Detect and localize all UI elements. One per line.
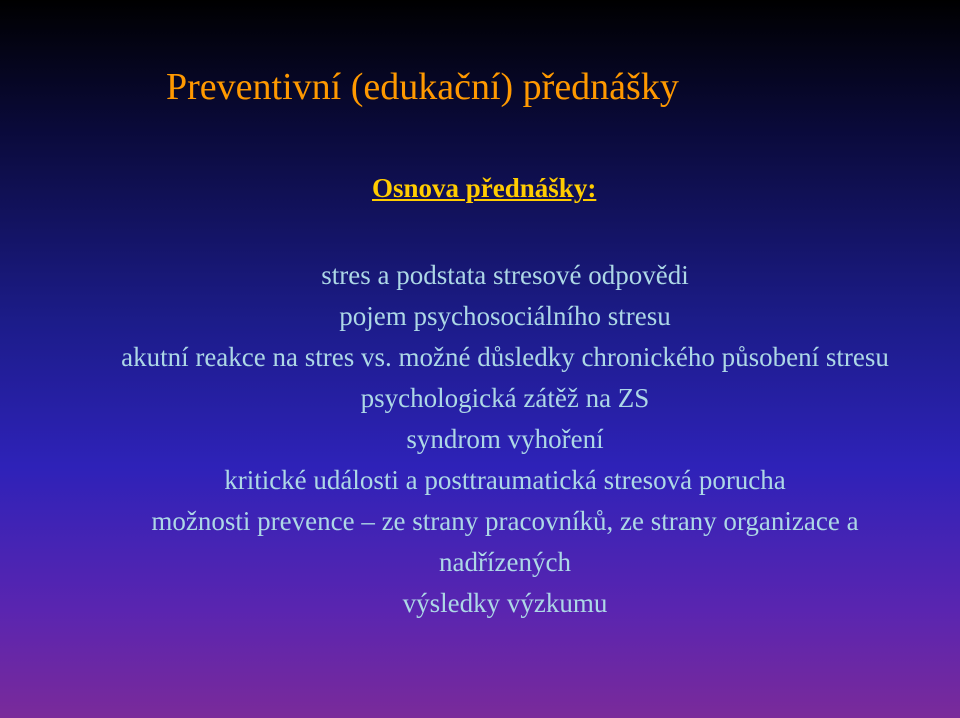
outline-item-5: syndrom vyhoření — [406, 424, 604, 454]
outline-item-3: akutní reakce na stres vs. možné důsledky chronického působení stresu — [121, 342, 889, 372]
outline-item-2: pojem psychosociálního stresu — [339, 301, 671, 331]
outline-item-7: možnosti prevence – ze strany pracovníků, ze strany organizace a nadřízených — [151, 506, 859, 577]
outline-item-4: psychologická zátěž na ZS — [360, 383, 650, 413]
outline-list — [110, 255, 900, 624]
outline-heading: Osnova přednášky: — [372, 173, 597, 203]
outline-item-1: stres a podstata stresové odpovědi — [321, 260, 689, 290]
outline-item-6: kritické události a posttraumatická stresová porucha — [224, 465, 786, 495]
slide-title: Preventivní (edukační) přednášky — [166, 66, 679, 108]
outline-item-8: výsledky výzkumu — [402, 588, 608, 618]
